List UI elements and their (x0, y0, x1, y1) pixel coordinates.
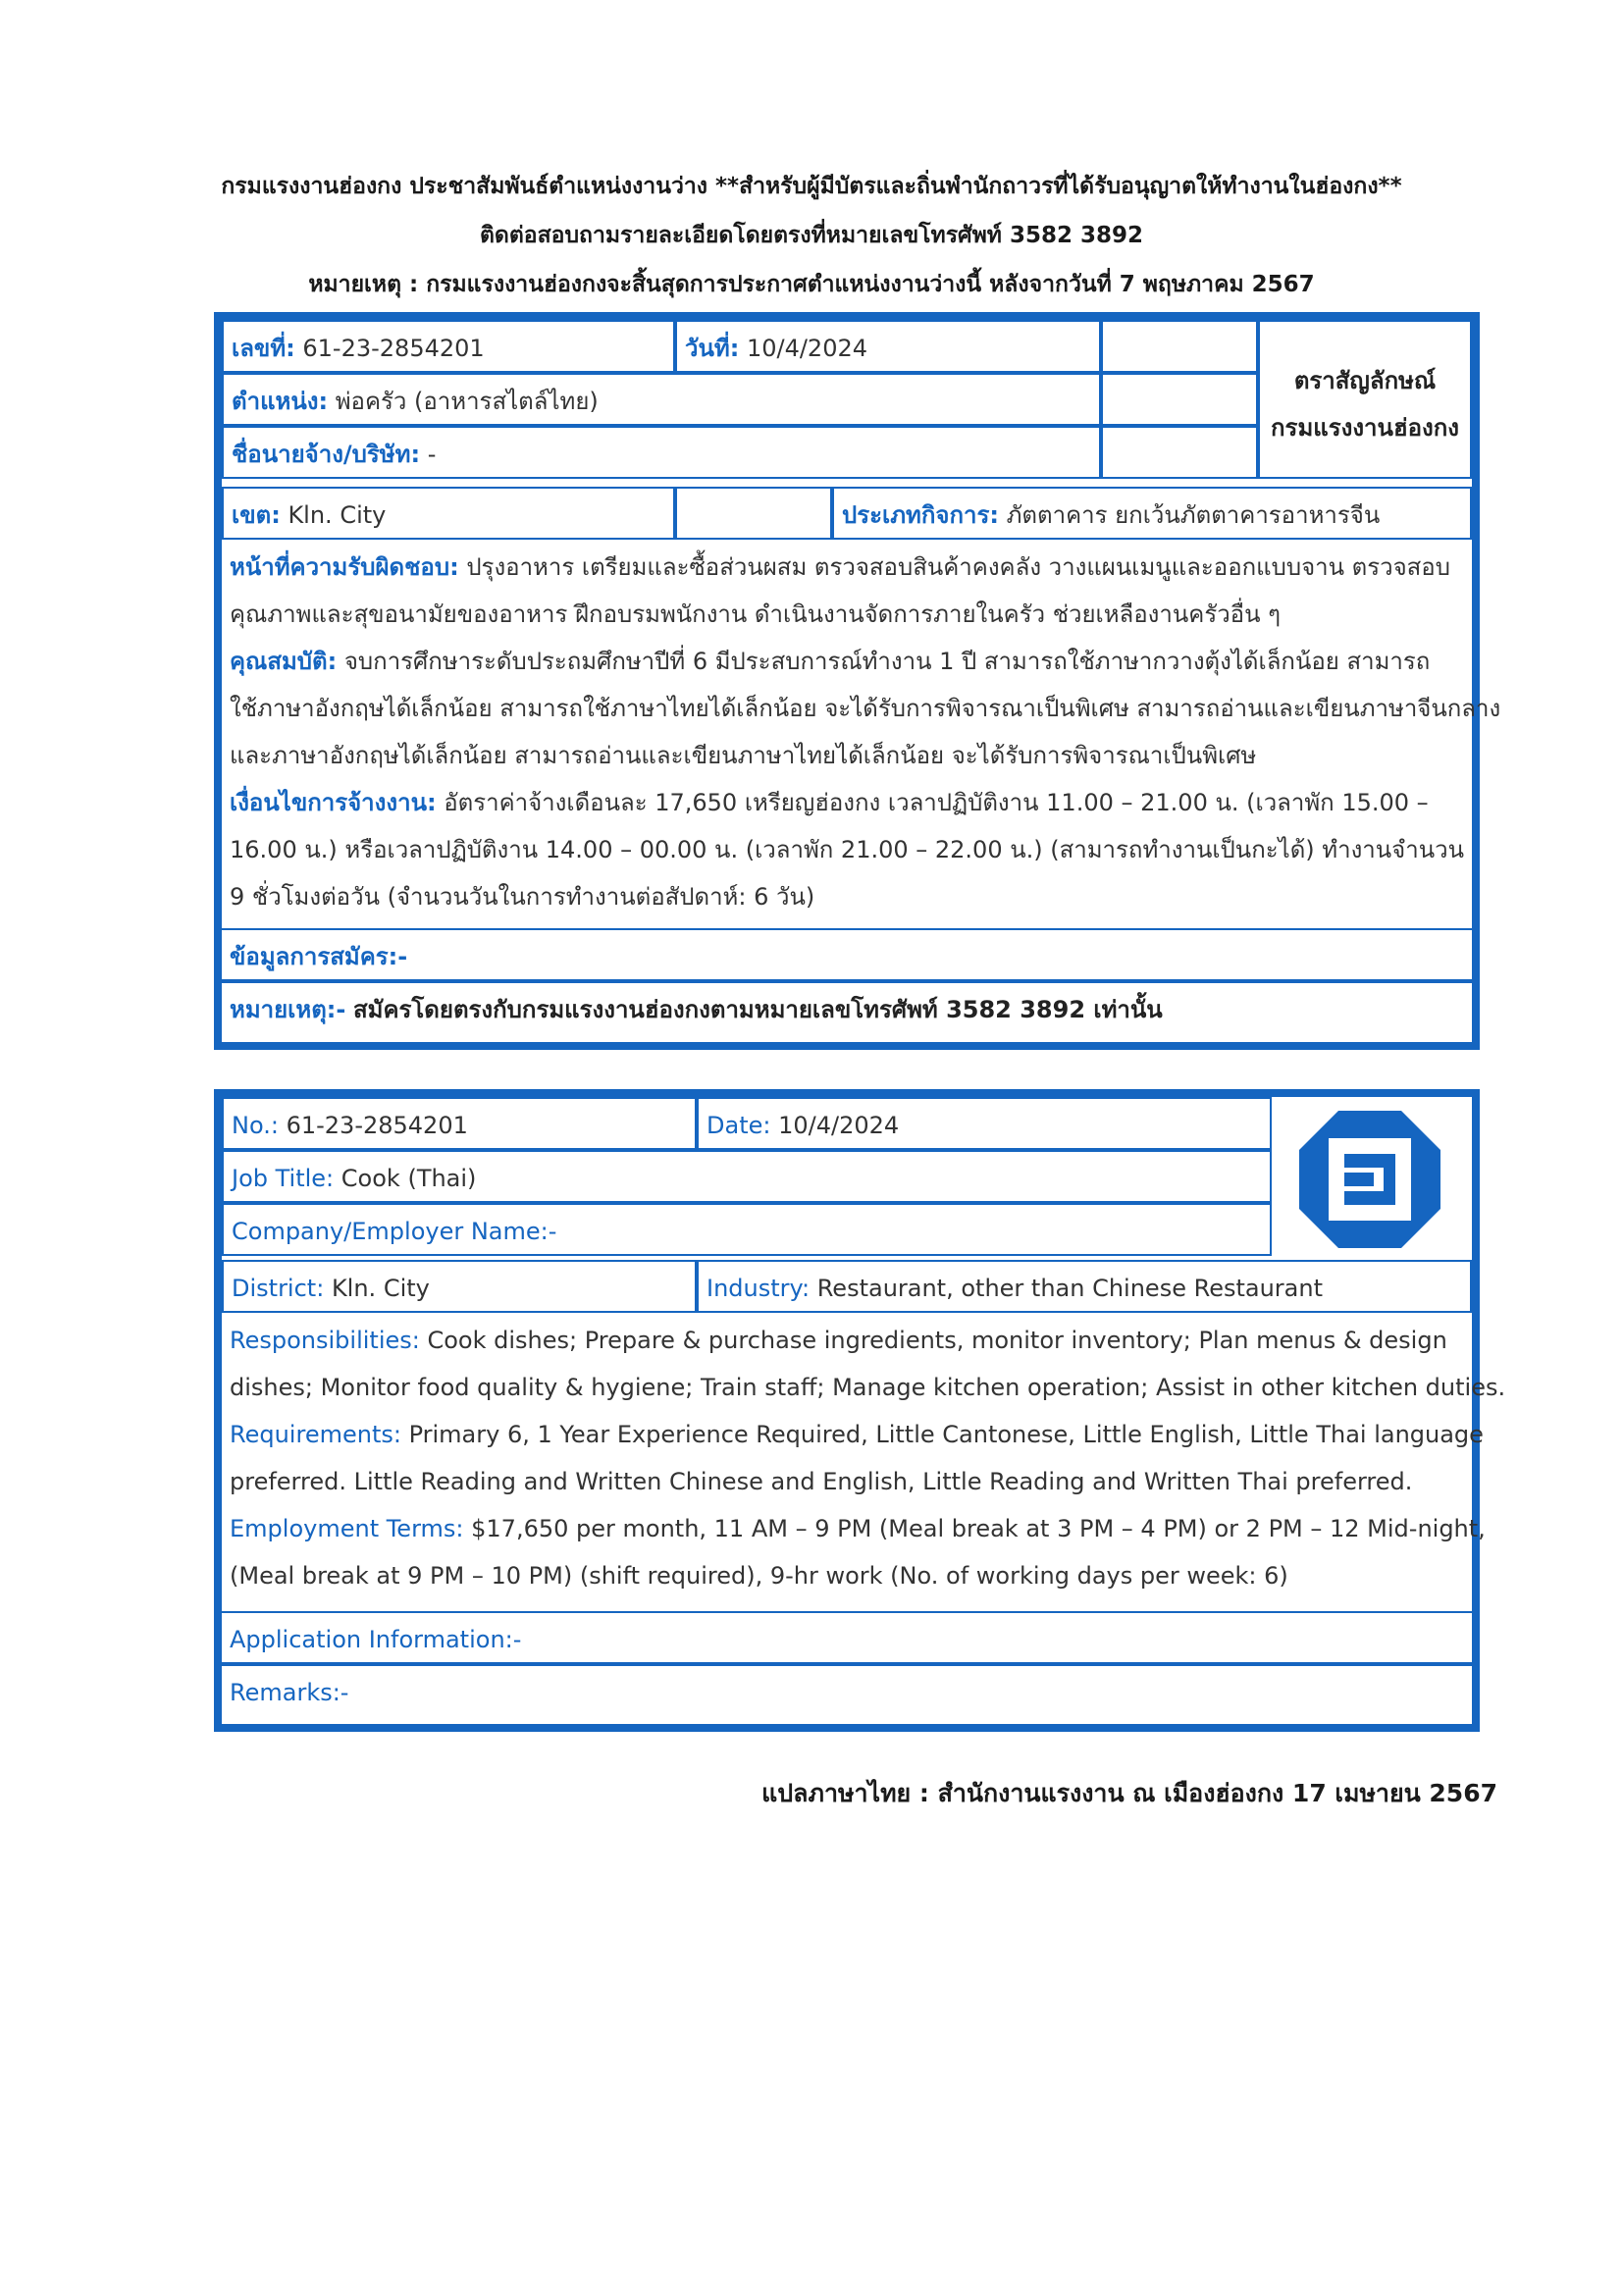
thai-employer-value: - (427, 441, 437, 468)
thai-job-notice (214, 312, 1501, 1050)
thai-empty-cell-1 (1101, 320, 1258, 373)
eng-district-label: District: (232, 1275, 325, 1302)
thai-req-line-3: และภาษาอังกฤษได้เล็กน้อย สามารถอ่านและเขียนภาษาไทยได้เล็กน้อย จะได้รับการพิจารณาเป็นพิเศษ (230, 742, 1257, 769)
thai-district-cell (222, 487, 675, 540)
eng-terms-label: Employment Terms: (230, 1515, 464, 1542)
eng-district-value: Kln. City (331, 1275, 430, 1302)
eng-no-value: 61-23-2854201 (286, 1112, 468, 1139)
header-line-1: กรมแรงงานฮ่องกง ประชาสัมพันธ์ตำแหน่งงานว่าง **สำหรับผู้มีบัตรและถิ่นพำนักถาวรที่ได้รับอนุญาตให้ทำงานในฮ่องกง** (221, 174, 1402, 199)
thai-date-value: 10/4/2024 (746, 335, 868, 362)
eng-no-label: No.: (232, 1112, 279, 1139)
eng-title-label: Job Title: (232, 1165, 335, 1192)
eng-title-cell (222, 1150, 1272, 1203)
thai-title-value: พ่อครัว (อาหารสไตล์ไทย) (335, 388, 599, 415)
thai-application-cell (222, 928, 1472, 981)
english-job-notice (214, 1089, 1506, 1732)
thai-title-cell (222, 373, 1101, 426)
thai-no-cell (222, 320, 675, 373)
thai-application-label: ข้อมูลการสมัคร:- (230, 943, 408, 970)
eng-remarks-label: Remarks:- (230, 1679, 349, 1706)
thai-remarks-cell (222, 981, 1472, 1042)
thai-terms-label: เงื่อนไขการจ้างงาน: (230, 789, 437, 816)
eng-date-value: 10/4/2024 (778, 1112, 900, 1139)
thai-no-label: เลขที่: (232, 335, 295, 362)
header-line-3: หมายเหตุ : กรมแรงงานฮ่องกงจะสิ้นสุดการประกาศตำแหน่งงานว่างนี้ หลังจากวันที่ 7 พฤษภาคม 2567 (308, 272, 1315, 297)
eng-industry-value: Restaurant, other than Chinese Restaurant (816, 1275, 1323, 1302)
thai-industry-label: ประเภทกิจการ: (842, 501, 999, 529)
thai-date-cell (675, 320, 1101, 373)
eng-resp-line-2: dishes; Monitor food quality & hygiene; Train staff; Manage kitchen operation; Assist in other kitchen duties. (230, 1374, 1506, 1401)
thai-empty-cell-3 (1101, 426, 1258, 479)
thai-resp-line-2: คุณภาพและสุขอนามัยของอาหาร ฝึกอบรมพนักงาน ดำเนินงานจัดการภายในครัว ช่วยเหลืองานครัวอื่น ๆ (230, 600, 1282, 628)
eng-no-cell (222, 1097, 697, 1150)
thai-no-value: 61-23-2854201 (302, 335, 485, 362)
eng-date-label: Date: (707, 1112, 771, 1139)
thai-district-label: เขต: (232, 501, 281, 529)
eng-title-value: Cook (Thai) (340, 1165, 477, 1192)
eng-industry-cell (697, 1260, 1472, 1313)
eng-terms-line-2: (Meal break at 9 PM – 10 PM) (shift required), 9-hr work (No. of working days per week: 6) (230, 1562, 1288, 1590)
thai-district-value: Kln. City (288, 501, 387, 529)
seal-line-2: กรมแรงงานฮ่องกง (1271, 414, 1459, 442)
eng-details (222, 1317, 1506, 1599)
seal-line-1: ตราสัญลักษณ์ (1293, 367, 1437, 394)
thai-remarks-value: สมัครโดยตรงกับกรมแรงงานฮ่องกงตามหมายเลขโทรศัพท์ 3582 3892 เท่านั้น (353, 996, 1163, 1023)
thai-employer-label: ชื่อนายจ้าง/บริษัท: (232, 441, 421, 468)
thai-empty-cell-2 (1101, 373, 1258, 426)
thai-details (222, 544, 1501, 920)
thai-seal-cell (1258, 320, 1472, 479)
eng-req-line-2: preferred. Little Reading and Written Chinese and English, Little Reading and Written Thai preferred. (230, 1468, 1413, 1495)
thai-req-label: คุณสมบัติ: (230, 648, 338, 675)
eng-resp-label: Responsibilities: (230, 1327, 420, 1354)
header-line-2: ติดต่อสอบถามรายละเอียดโดยตรงที่หมายเลขโทรศัพท์ 3582 3892 (479, 223, 1144, 248)
eng-remarks-cell (222, 1664, 1472, 1724)
thai-industry-cell (832, 487, 1472, 540)
eng-industry-label: Industry: (707, 1275, 811, 1302)
eng-company-label: Company/Employer Name:- (232, 1218, 557, 1245)
eng-terms-line-1: $17,650 per month, 11 AM – 9 PM (Meal break at 3 PM – 4 PM) or 2 PM – 12 Mid-night, (471, 1515, 1486, 1542)
thai-req-line-1: จบการศึกษาระดับประถมศึกษาปีที่ 6 มีประสบการณ์ทำงาน 1 ปี สามารถใช้ภาษากวางตุ้งได้เล็กน้อย สามารถ (343, 648, 1431, 675)
eng-date-cell (697, 1097, 1272, 1150)
footer-translation-note: แปลภาษาไทย : สำนักงานแรงงาน ณ เมืองฮ่องกง 17 เมษายน 2567 (761, 1779, 1497, 1807)
eng-req-line-1: Primary 6, 1 Year Experience Required, Little Cantonese, Little English, Little Thai language (408, 1421, 1484, 1448)
thai-terms-line-1: อัตราค่าจ้างเดือนละ 17,650 เหรียญฮ่องกง เวลาปฏิบัติงาน 11.00 – 21.00 น. (เวลาพัก 15.00 – (444, 789, 1429, 816)
eng-company-cell (222, 1203, 1272, 1256)
logo-icon (1299, 1111, 1440, 1248)
eng-district-cell (222, 1260, 697, 1313)
thai-employer-cell (222, 426, 1101, 479)
eng-application-label: Application Information:- (230, 1626, 522, 1653)
eng-resp-line-1: Cook dishes; Prepare & purchase ingredients, monitor inventory; Plan menus & design (427, 1327, 1447, 1354)
eng-application-cell (222, 1611, 1472, 1664)
thai-title-label: ตำแหน่ง: (232, 388, 329, 415)
thai-industry-value: ภัตตาคาร ยกเว้นภัตตาคารอาหารจีน (1006, 501, 1381, 529)
thai-req-line-2: ใช้ภาษาอังกฤษได้เล็กน้อย สามารถใช้ภาษาไทยได้เล็กน้อย จะได้รับการพิจารณาเป็นพิเศษ สามารถอ่านและเขียนภาษาจีนกลาง (230, 695, 1501, 722)
labour-department-logo (1299, 1111, 1440, 1248)
thai-date-label: วันที่: (685, 335, 740, 362)
eng-req-label: Requirements: (230, 1421, 401, 1448)
thai-resp-line-1: ปรุงอาหาร เตรียมและซื้อส่วนผสม ตรวจสอบสินค้าคงคลัง วางแผนเมนูและออกแบบจาน ตรวจสอบ (466, 553, 1450, 581)
thai-terms-line-2: 16.00 น.) หรือเวลาปฏิบัติงาน 14.00 – 00.00 น. (เวลาพัก 21.00 – 22.00 น.) (สามารถทำงานเป็นกะได้) ทำงานจำนวน (230, 836, 1464, 863)
thai-resp-label: หน้าที่ความรับผิดชอบ: (230, 553, 459, 581)
thai-terms-line-3: 9 ชั่วโมงต่อวัน (จำนวนวันในการทำงานต่อสัปดาห์: 6 วัน) (230, 883, 815, 911)
thai-empty-cell-4 (675, 487, 832, 540)
thai-remarks-label: หมายเหตุ:- (230, 996, 346, 1023)
